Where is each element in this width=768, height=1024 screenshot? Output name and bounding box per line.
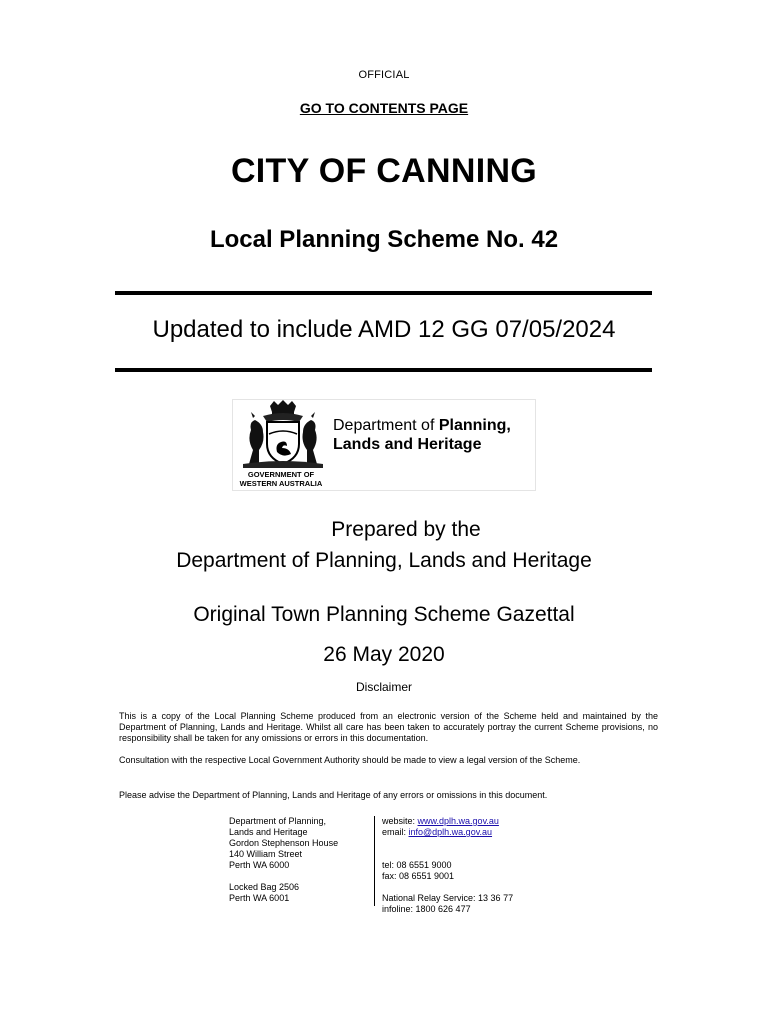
classification-label: OFFICIAL [358, 69, 410, 81]
gazettal-date: 26 May 2020 [323, 643, 445, 666]
disclaimer-paragraph-1: This is a copy of the Local Planning Scheme produced from an electronic version of the Scheme held and maintained by the Department of Planning, Lands and Heritage. Whilst all care has been taken to accurately portray the current Scheme provisions, no responsibility shall be taken for any omissions or errors in this documentation. [119, 711, 658, 743]
address-line: Gordon Stephenson House [229, 838, 339, 848]
gazettal-heading: Original Town Planning Scheme Gazettal [193, 603, 575, 626]
contents-link-wrapper [0, 100, 768, 118]
address-line: Lands and Heritage [229, 827, 308, 837]
dplh-logo [232, 399, 536, 491]
contact-divider [374, 816, 375, 906]
prepared-by-line: Prepared by the [331, 518, 481, 541]
document-subtitle: Local Planning Scheme No. 42 [209, 226, 559, 253]
contact-details-block [382, 816, 513, 915]
go-to-contents-link[interactable]: GO TO CONTENTS PAGE [299, 100, 469, 116]
address-line: Perth WA 6000 [229, 860, 290, 870]
address-line: Locked Bag 2506 [229, 882, 300, 892]
telephone-number: tel: 08 6551 9000 [382, 860, 452, 870]
email-link[interactable]: info@dplh.wa.gov.au [408, 827, 493, 837]
logo-department-name: Department of Planning, Lands and Heritage [333, 417, 511, 453]
wa-coat-of-arms-icon [233, 400, 333, 472]
infoline-number: infoline: 1800 626 477 [382, 904, 471, 914]
disclaimer-heading: Disclaimer [355, 680, 412, 694]
website-link[interactable]: www.dplh.wa.gov.au [417, 816, 499, 826]
top-rule-divider [115, 291, 652, 295]
fax-number: fax: 08 6551 9001 [382, 871, 455, 881]
address-line: Perth WA 6001 [229, 893, 290, 903]
bottom-rule-divider [115, 368, 652, 372]
prepared-by-department: Department of Planning, Lands and Heritage [176, 549, 592, 572]
contact-address-block [229, 816, 338, 904]
amendment-notice: Updated to include AMD 12 GG 07/05/2024 [152, 316, 616, 343]
address-line: Department of Planning, [229, 816, 327, 826]
website-row: website: www.dplh.wa.gov.au [382, 816, 499, 826]
disclaimer-paragraph-3: Please advise the Department of Planning, Lands and Heritage of any errors or omissions in this document. [119, 790, 548, 800]
document-title: CITY OF CANNING [230, 152, 538, 190]
relay-service-number: National Relay Service: 13 36 77 [382, 893, 514, 903]
disclaimer-paragraph-2: Consultation with the respective Local Government Authority should be made to view a legal version of the Scheme. [119, 755, 581, 765]
logo-government-label: GOVERNMENT OF WESTERN AUSTRALIA [239, 470, 323, 488]
email-row: email: info@dplh.wa.gov.au [382, 827, 493, 837]
address-line: 140 William Street [229, 849, 303, 859]
